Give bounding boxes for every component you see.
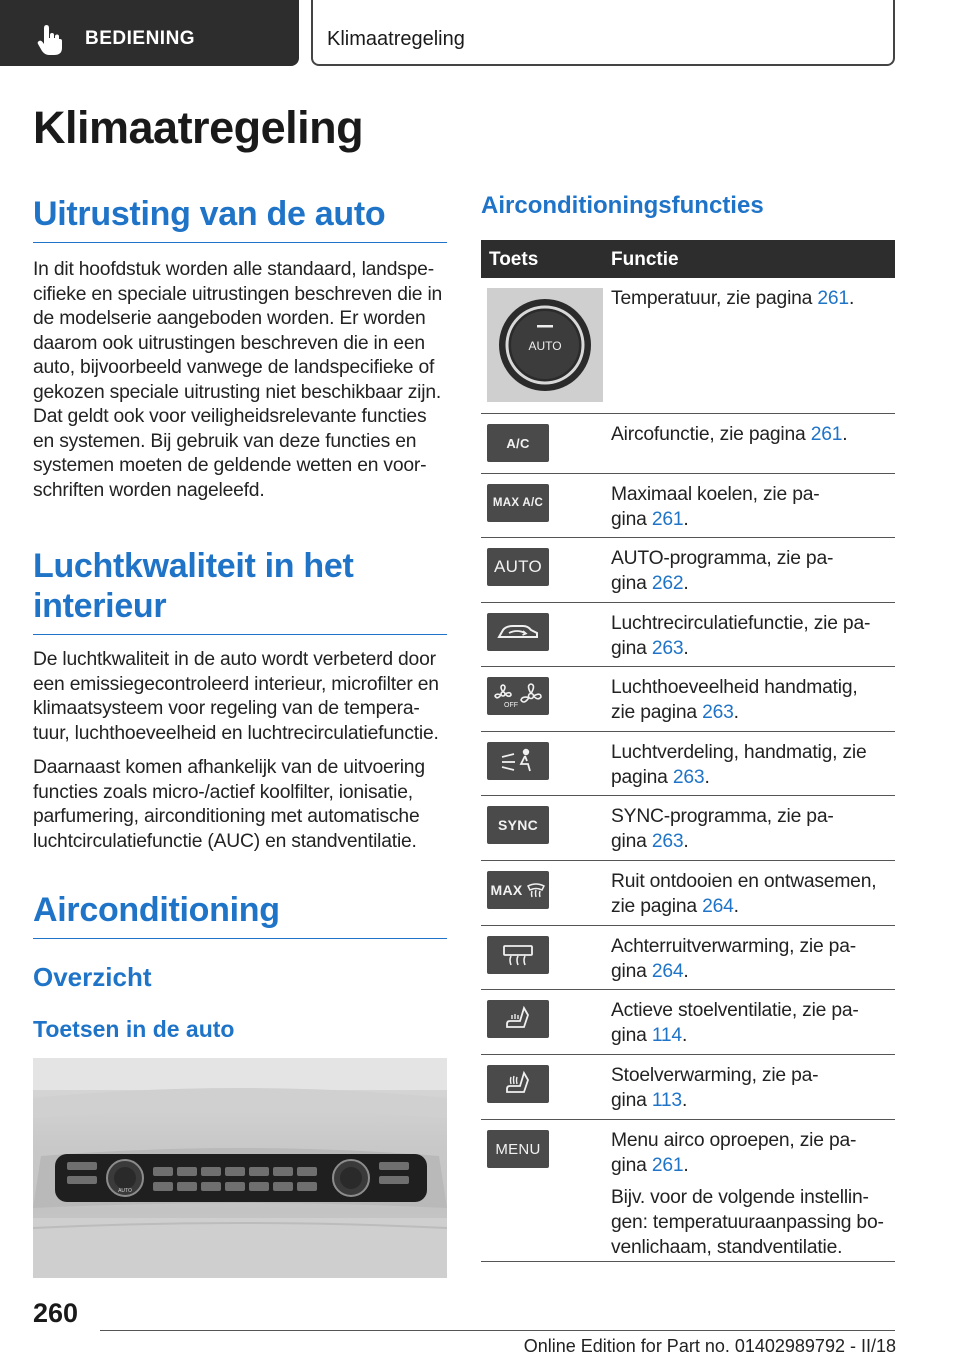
- text-line: gekozen speciale uitrusting niet beschikbaar zijn.: [33, 381, 442, 403]
- auto-key: [487, 548, 549, 586]
- text-line: gina: [611, 1155, 652, 1176]
- text-line: parfumering, airconditioning met automatische: [33, 806, 420, 827]
- text-line: een emissiegecontroleerd interieur, microfilter en: [33, 673, 439, 695]
- column-key: Toets: [489, 249, 539, 270]
- key-label: AUTO: [493, 557, 543, 576]
- svg-text:OFF: OFF: [504, 702, 518, 709]
- heading-airconditioning-text: Airconditioning: [33, 891, 280, 929]
- windshield-defrost-icon: [526, 880, 546, 900]
- text-line: cifieke en speciale uitrustingen beschreven die in: [33, 283, 443, 305]
- function-text: [611, 286, 891, 311]
- text-line: Dat geldt ook voor veiligheidsrelevante functies: [33, 406, 427, 427]
- text-line: de modelserie aangeboden worden. Er worden: [33, 308, 426, 329]
- text-line: Maximaal koelen, zie pa-: [611, 484, 820, 505]
- text-line: klimaatsysteem voor regeling van de tempera-: [33, 698, 420, 719]
- text-line: daarom ook uitrustingen beschreven die in een: [33, 332, 425, 354]
- max-defrost-key: [487, 871, 549, 909]
- function-text: [611, 998, 891, 1048]
- heading-line: interieur: [33, 587, 167, 625]
- text-line: tuur, luchthoeveelheid en luchtrecirculatiefunctie.: [33, 722, 439, 744]
- text-line: gina: [611, 573, 652, 594]
- table-row: [481, 667, 895, 732]
- punct: .: [704, 767, 710, 788]
- punct: .: [683, 573, 689, 594]
- text-line: Aircofunctie, zie pagina: [611, 424, 811, 445]
- text-line: Menu airco oproepen, zie pa-: [611, 1130, 857, 1151]
- page-link[interactable]: 263: [672, 767, 705, 788]
- text-line: Achterruitverwarming, zie pa-: [611, 936, 856, 957]
- dial-auto-label: AUTO: [528, 339, 562, 353]
- function-text: [611, 869, 891, 919]
- text-line: Temperatuur, zie pagina: [611, 288, 818, 309]
- punct: .: [733, 702, 739, 723]
- temperature-dial-icon: [487, 288, 603, 402]
- functions-table: [481, 240, 895, 1262]
- text-line: functies zoals micro-/actief koolfilter, ionisatie,: [33, 781, 413, 803]
- page-link[interactable]: 263: [651, 831, 684, 852]
- text-line: Daarnaast komen afhankelijk van de uitvoering: [33, 757, 425, 778]
- heading-uitrusting-text: Uitrusting van de auto: [33, 195, 386, 233]
- ac-key: [487, 424, 549, 462]
- text-line: Luchthoeveelheid handmatig,: [611, 677, 858, 698]
- fan-speed-key: [487, 677, 549, 715]
- punct: .: [848, 288, 855, 309]
- menu-extra: [611, 1185, 891, 1260]
- table-row: [481, 1120, 895, 1262]
- table-row: [481, 538, 895, 603]
- hand-icon: [36, 24, 64, 56]
- text-line: zie pagina: [611, 702, 703, 723]
- table-row: [481, 796, 895, 861]
- text-line: schriften worden nageleefd.: [33, 479, 265, 501]
- punct: .: [681, 1025, 688, 1046]
- function-text: [611, 482, 891, 532]
- page-link[interactable]: 263: [702, 702, 734, 723]
- punct: .: [681, 1090, 688, 1111]
- text-line: pagina: [611, 767, 673, 788]
- text-line: gina: [611, 1090, 652, 1111]
- footer-edition: Online Edition for Part no. 01402989792 - II/18: [523, 1336, 896, 1356]
- console-illustration: [33, 1058, 447, 1278]
- heading-toetsen: Toetsen in de auto: [33, 1016, 235, 1042]
- page-link[interactable]: 114: [651, 1025, 682, 1046]
- text-line: AUTO-programma, zie pa-: [611, 548, 834, 569]
- key-label: MAX: [490, 882, 523, 898]
- text-line: gina: [611, 509, 652, 530]
- function-text: [611, 546, 891, 596]
- page-link[interactable]: 264: [651, 961, 684, 982]
- function-text: [611, 1063, 891, 1113]
- text-line: gina: [611, 831, 652, 852]
- seat-heating-key: [487, 1065, 549, 1103]
- table-row: [481, 414, 895, 474]
- sync-key: [487, 806, 549, 844]
- punct: .: [842, 424, 848, 445]
- key-label: MENU: [495, 1140, 541, 1158]
- punct: .: [683, 961, 689, 982]
- text-line: In dit hoofdstuk worden alle standaard, landspe-: [33, 259, 434, 280]
- text-line: zie pagina: [611, 896, 703, 917]
- section-tab: [311, 0, 895, 66]
- table-row: [481, 926, 895, 990]
- page-number: 260: [33, 1298, 79, 1328]
- heading-line: Luchtkwaliteit in het: [33, 547, 354, 585]
- function-text: [611, 1128, 891, 1260]
- console-auto-label: AUTO: [118, 1188, 132, 1194]
- max-ac-key: [487, 484, 549, 522]
- fan-speed-icon: [492, 683, 544, 709]
- page-link[interactable]: 261: [810, 424, 843, 445]
- column-function: Functie: [611, 249, 679, 270]
- function-text: [611, 934, 891, 984]
- page-link[interactable]: 264: [702, 896, 734, 917]
- table-row: [481, 990, 895, 1055]
- function-text: [611, 740, 891, 790]
- recirculation-key: [487, 613, 549, 651]
- text-line: Luchtrecirculatiefunctie, zie pa-: [611, 613, 871, 634]
- text-line: venlichaam, standventilatie.: [611, 1237, 843, 1258]
- footer-divider: [100, 1330, 895, 1331]
- heading-overzicht: Overzicht: [33, 962, 152, 992]
- text-line: gen: temperatuuraanpassing bo-: [611, 1212, 884, 1233]
- table-row: [481, 474, 895, 538]
- text-line: auto, bijvoorbeeld vanwege de landspecifieke of: [33, 357, 435, 378]
- page-title: Klimaatregeling: [33, 102, 364, 153]
- page-link[interactable]: 261: [651, 1155, 684, 1176]
- functions-heading: Airconditioningsfuncties: [481, 192, 764, 219]
- key-label: MAX A/C: [492, 497, 544, 509]
- rear-defrost-icon: [501, 943, 535, 967]
- heading-airconditioning: [33, 890, 447, 939]
- punct: .: [683, 509, 689, 530]
- text-line: Bijv. voor de volgende instellin-: [611, 1187, 869, 1208]
- text-line: Stoelverwarming, zie pa-: [611, 1065, 819, 1086]
- chapter-label: BEDIENING: [85, 28, 196, 49]
- text-line: en systemen. Bij gebruik van deze functies en: [33, 430, 417, 452]
- text-line: gina: [611, 1025, 652, 1046]
- paragraph-luchtkwaliteit-1: [33, 648, 449, 746]
- text-line: systemen moeten de geldende wetten en voor-: [33, 455, 427, 476]
- table-row: [481, 1055, 895, 1120]
- air-distribution-key: [487, 742, 549, 780]
- heading-uitrusting: [33, 194, 447, 243]
- recirculation-car-icon: [495, 621, 541, 643]
- table-row: [481, 603, 895, 667]
- punct: .: [733, 896, 739, 917]
- chapter-tab: [0, 0, 299, 66]
- seat-ventilation-key: [487, 1000, 549, 1038]
- text-line: Actieve stoelventilatie, zie pa-: [611, 1000, 859, 1021]
- rear-defrost-key: [487, 936, 549, 974]
- text-line: luchtcirculatiefunctie (AUC) en standventilatie.: [33, 830, 417, 852]
- page-link[interactable]: 261: [817, 288, 849, 309]
- table-row: [481, 278, 895, 414]
- function-text: [611, 675, 891, 725]
- table-row: [481, 732, 895, 796]
- text-line: gina: [611, 961, 652, 982]
- text-line: gina: [611, 638, 652, 659]
- menu-key: [487, 1130, 549, 1168]
- seat-heating-icon: [502, 1070, 534, 1098]
- console-photo: [33, 1058, 447, 1278]
- page-link[interactable]: 113: [651, 1090, 682, 1111]
- air-distribution-icon: [498, 748, 538, 774]
- punct: .: [683, 638, 689, 659]
- function-text: [611, 611, 891, 661]
- seat-ventilation-icon: [502, 1005, 534, 1033]
- page-link[interactable]: 263: [651, 638, 684, 659]
- text-line: SYNC-programma, zie pa-: [611, 806, 834, 827]
- paragraph-luchtkwaliteit-2: [33, 756, 449, 854]
- heading-luchtkwaliteit: [33, 546, 447, 635]
- punct: .: [683, 1155, 689, 1176]
- punct: .: [683, 831, 689, 852]
- section-label: Klimaatregeling: [327, 28, 465, 50]
- table-row: [481, 861, 895, 926]
- function-text: [611, 422, 891, 447]
- key-label: SYNC: [497, 817, 539, 833]
- text-line: De luchtkwaliteit in de auto wordt verbeterd door: [33, 649, 436, 670]
- page-link[interactable]: 261: [651, 509, 684, 530]
- page-link[interactable]: 262: [651, 573, 684, 594]
- function-text: [611, 804, 891, 854]
- key-label: A/C: [506, 435, 530, 451]
- text-line: Ruit ontdooien en ontwasemen,: [611, 871, 877, 892]
- table-header: [481, 240, 895, 278]
- text-line: Luchtverdeling, handmatig, zie: [611, 742, 867, 763]
- paragraph-uitrusting: [33, 258, 449, 503]
